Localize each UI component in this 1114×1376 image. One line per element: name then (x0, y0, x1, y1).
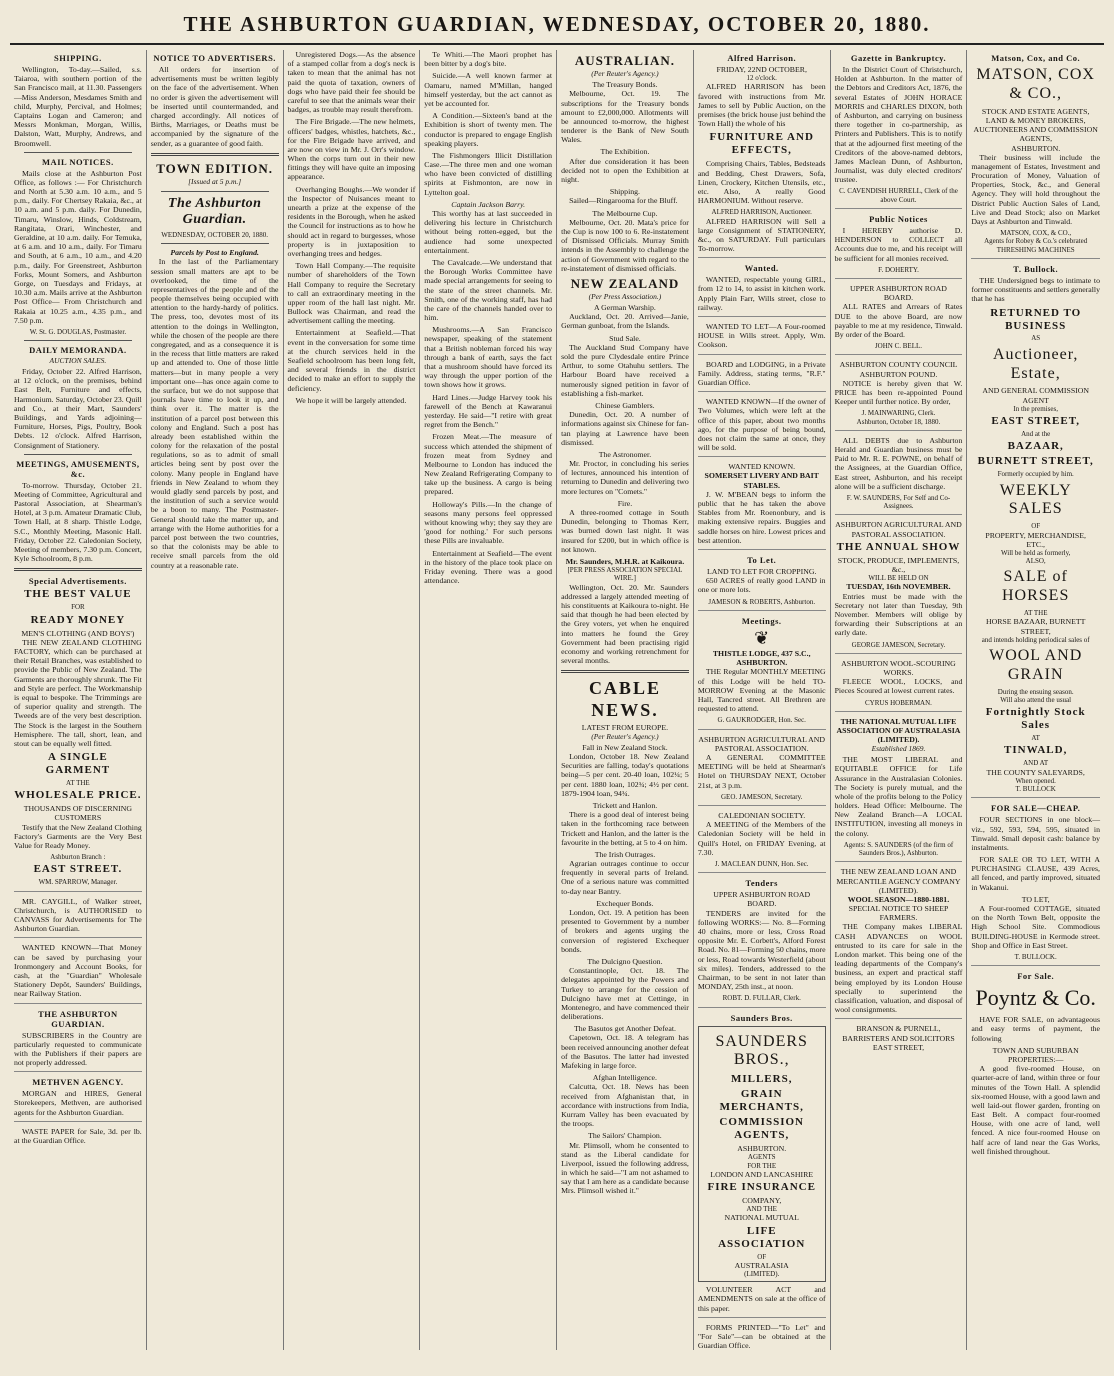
cable-sub: LATEST FROM EUROPE. (581, 722, 669, 732)
matson-line-1: STOCK AND ESTATE AGENTS, (981, 106, 1090, 116)
harrison-text: ALFRED HARRISON has been favored with instructions from Mr. James to sell by Public Auction, on the premises (the brick house just behind the Town Hall) the whole of his (697, 82, 826, 129)
and-at: And at the (1021, 430, 1051, 439)
newspaper-page (10, 10, 1104, 1356)
at-the-8: AT THE (1023, 609, 1048, 618)
thistle-heading: THISTLE LODGE, 437 S.C., ASHBURTON. (712, 649, 811, 668)
to-let-sign: T. BULLOCK. (971, 953, 1100, 966)
intends: and intends holding periodical sales of (981, 635, 1090, 644)
wool-season: WOOL SEASON—1880-1881. (847, 894, 950, 904)
sailors-text: Mr. Plimsoll, whom he consented to stand as the Liberal candidate for Liverpool, issued the following address, in which he said—"I am not ashamed to say that I am here as a candidate because Mrs. Plimsoll wished it." (561, 1140, 689, 1196)
harrison-sign: ALFRED HARRISON, Auctioneer. (711, 208, 812, 217)
branson: BRANSON & PURNELL, (856, 1024, 941, 1034)
column-8 (967, 50, 1104, 1350)
returned: RETURNED TO BUSINESS (990, 306, 1082, 332)
established: Established 1869. (871, 744, 926, 754)
debts-sign: F. W. SAUNDERS, For Self and Co-Assignees. (835, 494, 963, 516)
wool-heading: ASHBURTON WOOL-SCOURING WORKS. (841, 658, 956, 677)
pound-sign: J. MAINWARING, Clerk. (861, 409, 936, 418)
somerset-heading: SOMERSET LIVERY AND BAIT STABLES. (704, 471, 819, 490)
special-text: THE Company makes LIBERAL CASH ADVANCES on WOOL entrusted to its care for sale in the London market. This being one of the leading departments of the Company's business, an expert and practical staff being employed by its London House specially to superintend the classification, valuation, and disposal of wool consignments. (835, 922, 963, 1019)
at-the: AT THE (66, 779, 90, 787)
general-agent: AND GENERAL COMMISSION AGENT (982, 386, 1090, 405)
article-heading: Parcels by Post to England. (170, 248, 259, 258)
thistle-icon: ❦ (754, 627, 770, 648)
to-let-heading: To Let. (747, 554, 777, 565)
basutos-heading: The Basutos get Another Defeat. (573, 1024, 676, 1034)
cheap-heading: FOR SALE—CHEAP. (990, 803, 1081, 814)
debts-text: ALL DEBTS due to Ashburton Herald and Guardian business must be Paid to Mr. R. E. POWNE, on behalf of the Assignees, at the Guardian Office, East street, Ashburton, and his receipt alone will be a sufficient discharge. (834, 435, 963, 491)
loan-heading: Fall in New Zealand Stock. (582, 742, 668, 752)
agents: AGENTS (747, 1153, 776, 1162)
tinwald: TINWALD, (1004, 744, 1068, 757)
tenders-sign: ROBT. D. FULLAR, Clerk. (698, 994, 826, 1007)
tenders-text: TENDERS are invited for the following WORKS:— No. 8—Forming 40 chains, more or less, Cross Road opposite Mr. E. Corbett's, Alford Forest Road. No. 81—Forming 50 chains, more or less, Road towards Westerfield (about six miles). Tenders, addressed to the Chairman, to be sent in not later than MONDAY, 25th inst., at noon. (697, 908, 826, 992)
news-item: Town Hall Company.—The requisite number of shareholders of the Town Hall Company to require the Secretary to call an extraordinary meeting in the upper room of the hall last night. Mr. Bullock was Chairman, and read the advertisement calling the meeting. (287, 261, 416, 326)
mail-heading: MAIL NOTICES. (42, 156, 114, 167)
shipping-text: Wellington, To-day.—Sailed, s.s. Taiaroa, with southern portion of the San Francisco mail, at 11.30. Passengers—Miss Anderson, Mesdames Smith and child, Murphy, Percival, and Holmes; Captains Logan and Cameron; and Messrs Monkman, Morgan, Willis, Dalston, Watt, Murphy, Andrews, and Broomwell. (14, 65, 142, 148)
news-item: Entertainment at Seafield—The event in the history of the place took place on Friday evening. There was a good attendance. (424, 548, 553, 586)
annual-show: THE ANNUAL SHOW (836, 540, 961, 553)
somerset-title: WANTED KNOWN. (728, 462, 796, 472)
australian-heading: AUSTRALIAN. (574, 53, 676, 68)
property: PROPERTY, MERCHANDISE, (985, 530, 1086, 540)
formerly: Formerly occupied by him. (997, 470, 1074, 479)
matson-big: MATSON, COX & CO., (976, 66, 1095, 102)
mutual-sign: Agents: S. SAUNDERS (of the firm of Saunders Bros.), Ashburton. (835, 841, 963, 863)
cup-text: Melbourne, Oct. 20. Mata's price for the Cup is now 100 to 6. Re-instatement of Dismissed Officials. Murray Smith intends in the Assembly to challenge the action of Government with regard to the re-instatement of dismissed officials. (561, 217, 689, 273)
news-item: The Cavalcade.—We understand that the Borough Works Committee have made special arrangements for seeing to the state of the street channels. Mr. Smith, one of the working staff, has had the care of the channels handed over to him. (424, 257, 553, 323)
held: Will be held as formerly, (1000, 548, 1071, 557)
news-item: A Condition.—Sixteen's band at the Exhibition is short of twenty men. The conductor is prepared to engage English speaking players. (424, 111, 553, 148)
notice-heading: NOTICE TO ADVERTISERS. (153, 53, 276, 63)
company: COMPANY, (742, 1195, 782, 1205)
sale-of-horses: SALE of HORSES (1002, 568, 1070, 605)
wanted-board: BOARD and LODGING, in a Private Family. Address, stating terms, "R.F." Guardian Office. (698, 360, 826, 393)
column-1 (10, 50, 147, 1350)
bullock-sign: T. BULLOCK (971, 785, 1100, 798)
thistle-sign: G. GAUKRODGER, Hon. Sec. (698, 716, 826, 729)
weekly-sales: WEEKLY SALES (999, 481, 1072, 518)
matson-line-2: LAND & MONEY BROKERS, (985, 115, 1086, 125)
public-notices-heading: Public Notices (869, 213, 928, 224)
wool-text: FLEECE WOOL, LOCKS, and Pieces Scoured at lowest current rates. (834, 677, 963, 696)
mail-sign: W. St. G. DOUGLAS, Postmaster. (29, 327, 127, 336)
matson-line-3: AUCTIONEERS AND COMMISSION (973, 125, 1098, 135)
column-4 (420, 50, 557, 1350)
purchase-text: FOR SALE OR TO LET, WITH A PURCHASING CLAUSE, 439 Acres, all fenced, and partly improved, situated in Wakanui. (971, 855, 1100, 892)
single-garment: A SINGLE GARMENT (45, 751, 111, 777)
branson-east-street: EAST STREET, (872, 1042, 925, 1052)
gazette-heading: Gazette in Bankruptcy. (850, 53, 947, 63)
exhibition-heading: The Exhibition. (600, 147, 650, 157)
sparrow-sign: WM. SPARROW, Manager. (38, 878, 118, 887)
volunteer-ad: VOLUNTEER ACT and AMENDMENTS on sale at the office of this paper. (698, 1285, 826, 1318)
commission-agents: COMMISSION AGENTS, (719, 1116, 804, 1142)
memo-text: Friday, October 22. Alfred Harrison, at 12 o'clock, on the premises, behind East Belt, Furniture and effects, Harmonium. Saturday, October 23. Quill and Co., at their Mart, Saunders' Buildings, and Yards adjoining—Furniture, Horses, Pigs, Poultry, Book Debts. 12 o'clock. Alfred Harrison, Consignment of Stationery. (14, 367, 142, 450)
treasury-heading: The Treasury Bonds. (592, 80, 658, 90)
bullock-heading: T. Bullock. (1013, 263, 1059, 274)
trickett-heading: Trickett and Hanlon. (592, 800, 658, 810)
harrison-date: FRIDAY, 22ND OCTOBER, (716, 65, 807, 75)
wanted-known: WANTED KNOWN—If the owner of Two Volumes, which were left at the office of this paper, about two months ago, for the purpose of being bound, does not claim the same at once, they will be sold. (698, 397, 826, 457)
mutual-text: THE MOST LIBERAL and EQUITABLE OFFICE for Life Assurance in the Australasian Colonies. The Society is purely mutual, and the whole of the profits belong to the Policy holders. Head Office: Melbourne. The New Zealand Branch—A LOCAL INSTITUTION, investing all moneys in the colony. (834, 755, 963, 838)
subscribers-notice: SUBSCRIBERS in the Country are particularly requested to communicate with the Publishers if their papers are not properly addressed. (14, 1031, 142, 1073)
to-let-text: A Four-roomed COTTAGE, situated on the North Town Belt, opposite the High School Site. Commodious BUILDING-HOUSE in Kermode street. Shop and Office in East Street. (971, 904, 1100, 950)
matson-text: Their business will include the management of Estates, Investment and Procuration of Money, Valuation of Properties, Stock, &c., and General Agency. They will hold throughout the District Public Auction Sales of Land, Live and Dead Stock; also on Market Days at Ashburton and Tinwald. (971, 152, 1100, 227)
harrison-saturday: ALFRED HARRISON will Sell a large Consignment of STATIONERY, &c., on SATURDAY. Full particulars To-morrow. (698, 217, 826, 259)
press-special: [PER PRESS ASSOCIATION SPECIAL WIRE.] (567, 566, 683, 583)
and-at-8: AND AT (1023, 759, 1049, 768)
shipping-heading: SHIPPING. (54, 53, 102, 63)
wanted-girl: WANTED, respectable young GIRL, from 12 to 14, to assist in kitchen work. Apply Plain Farr, Wills street, close to railway. (698, 275, 826, 317)
upper-heading: UPPER ASHBURTON ROAD BOARD. (850, 283, 947, 303)
town-properties: TOWN AND SUBURBAN PROPERTIES:— (992, 1045, 1079, 1064)
harrison-heading: Alfred Harrison. (727, 53, 797, 63)
methven-text: MORGAN and HIRES, General Storekeepers, Methven, are authorised agents for the Ashburton Guardian. (14, 1089, 142, 1122)
annual-date: TUESDAY, 16th NOVEMBER. (846, 582, 951, 592)
saunders-big: SAUNDERS BROS., (715, 1032, 808, 1069)
column-5 (557, 50, 694, 1350)
astronomer-heading: The Astronomer. (598, 449, 652, 459)
ready-money: READY MONEY (30, 613, 126, 626)
poyntz-items: A good five-roomed House, on quarter-acre of land, within three or four minutes of the Town Hall. A splendid six-roomed House, with a good lawn and well laid-out flower garden, fronting on East Belt. A compact four-roomed House, with one acre of land, well fenced. A nice four-roomed House on half acre of land near the Gas Works, well finished throughout. (971, 1064, 1100, 1156)
london: LONDON AND LANCASHIRE (710, 1169, 814, 1179)
cropping-heading: LAND TO LET FOR CROPPING. (707, 566, 817, 576)
at-8: AT (1031, 734, 1040, 743)
east-street-8: EAST STREET, (991, 415, 1080, 428)
annual-stock: STOCK, PRODUCE, IMPLEMENTS, &c., (837, 555, 960, 574)
town-edition: TOWN EDITION. (156, 160, 274, 176)
column-3 (284, 50, 421, 1350)
barristers: BARRISTERS AND SOLICITORS (842, 1033, 955, 1043)
furniture-heading: FURNITURE AND EFFECTS, (709, 131, 814, 157)
agric2-heading: ASHBURTON AGRICULTURAL AND PASTORAL ASSOCIATION. (835, 520, 962, 539)
meetings-heading: Meetings. (741, 615, 782, 626)
cable-agency: (Per Reuter's Agency.) (591, 732, 659, 741)
basutos-text: Capetown, Oct. 18. A telegram has been received announcing another defeat of the Basutos. The latter had invested Mafeking in large force. (561, 1033, 689, 1071)
news-item: Te Whiti.—The Maori prophet has been bitter by a dog's bite. (424, 50, 553, 69)
wanted-let: WANTED TO LET—A Four-roomed HOUSE in Wills street. Apply, Wm. Cookson. (698, 322, 826, 355)
thousands-text: Testify that the New Zealand Clothing Factory's Garments are the Very Best Value for Ready Money. (14, 822, 142, 850)
limited: (LIMITED). (744, 1269, 780, 1278)
tenders-heading: Tenders (745, 878, 778, 889)
nz-sub: (Per Press Association.) (588, 292, 662, 302)
methven-heading: METHVEN AGENCY. (32, 1077, 124, 1088)
article-body: In the last of the Parliamentary session small matters are apt to be overlooked, the time of the representatives of the people and of the people themselves being occupied with attention to the hardy-hardy of politics. The press, too, devotes most of its attention to the doings in Wellington, while the chosen of the people are there congregated, and as a consequence it is in the recess that little matters are raked up and attended to. One of those little matters—but in many people a very important one—has once again come to the surface, but we do not suppose that journals have time to look it up, and think over it. The matter is the institution of a parcel post between this colony and England. Such a post has already been established within the colony for the relaxation of the postal regulations, so as to admit of small articles being sent by post over the colony. Many people in England have friends in New Zealand to whom they would gladly send parcels by post, and the institution of such a service would be a boon to many. The Postmaster-General should take the matter up, and arrange with the Home authorities for a parcel post between the two countries, so that the colonists may be able to receive small parcels from the old country at a reasonable rate. (150, 257, 279, 570)
matson-heading: Matson, Cox, and Co. (991, 53, 1081, 63)
for-sale-heading: For Sale. (1017, 971, 1055, 982)
annual-held: WILL BE HELD ON (868, 574, 929, 583)
special-notice: SPECIAL NOTICE TO SHEEP FARMERS. (848, 904, 949, 923)
to-let-8: TO LET, (1021, 894, 1050, 904)
news-item: We hope it will be largely attended. (295, 395, 407, 405)
acres-sign: JAMESON & ROBERTS, Ashburton. (698, 598, 826, 611)
pound-text: NOTICE is hereby given that W. PRICE has been re-appointed Pound Keeper until further notice. By order, (834, 378, 963, 407)
east-street: EAST STREET. (33, 863, 123, 876)
captain-heading: Captain Jackson Barry. (451, 199, 526, 209)
news-item: Overhanging Boughs.—We wonder if the Inspector of Nuisances meant to unearth a prize at the expense of the residents in the Borough, when he asked the Council for instructions as to how he should act in regard to burgesses, whose property is in juxtaposition to overhanging trees and hedges. (287, 184, 416, 258)
public-1-sign: F. DOHERTY. (835, 266, 963, 279)
loan-agency-heading: THE NEW ZEALAND LOAN AND MERCANTILE AGENCY COMPANY (LIMITED). (836, 867, 961, 895)
saleyards: THE COUNTY SALEYARDS, (986, 767, 1085, 777)
shipping-sub: Shipping. (609, 187, 640, 197)
wool-sign: CYRUS HOBERMAN. (835, 699, 963, 712)
of: OF (757, 1252, 767, 1261)
aus-sub: (Per Reuter's Agency.) (591, 69, 659, 79)
annual-text: Entries must be made with the Secretary not later than Tuesday, 9th November. Members will oblige by forwarding their Subscriptions at an early date. (834, 591, 963, 638)
news-item: Hard Lines.—Judge Harvey took his farewell of the Bench at Kawaranui yesterday. He said—"I retire with great regret from the Bench." (424, 392, 553, 430)
upper-text: ALL RATES and Arrears of Rates DUE to the above Board, are now payable to me at my residence, Tinwald. By order of the Board. (834, 302, 963, 339)
chinese-heading: Chinese Gamblers. (595, 400, 655, 410)
when-opened: When opened. (1015, 776, 1056, 785)
cup-heading: The Melbourne Cup. (592, 208, 658, 218)
news-item: Mushrooms.—A San Francisco newspaper, speaking of the statement that a British nobleman forced his way through a bank of earth, says the fact that a mushroom should have forced its way through the upper portion of the town shows how it grows. (424, 325, 553, 390)
wanted-heading: Wanted. (744, 263, 779, 274)
saunders-ad (698, 1026, 826, 1283)
column-2 (147, 50, 284, 1350)
clothing-ad (14, 588, 142, 891)
news-item: Frozen Meat.—The measure of success which attended the shipment of frozen meat from Sydney and Melbourne to London has induced the New Zealand Refrigerating Company to take up the business. A cargo is being prepared. (424, 432, 553, 497)
meetings-heading: MEETINGS, AMUSEMENTS, &c. (16, 458, 140, 479)
warship-heading: A German Warship. (594, 303, 656, 313)
saunders-text: Wellington, Oct. 20. Mr. Saunders addressed a largely attended meeting of his constituents at Kaikoura to-night. He said that though he had been elected by the Grey voters, yet when he enquired into matters he found the Grey Government had been practising rigid economy and working retrenchment for several months. (561, 582, 689, 666)
memo-sub: AUCTION SALES. (49, 356, 107, 366)
thistle-text: THE Regular MONTHLY MEETING of this Lodge will be held TO-MORROW Evening at the Masonic Hall, Tancred street. All Brethren are requested to attend. (697, 667, 826, 714)
astronomer-text: Mr. Proctor, in concluding his series of lectures, announced his intention of returning to Dunedin and delivering two more lectures on "Comets." (561, 459, 689, 496)
thousands: THOUSANDS OF DISCERNING CUSTOMERS (23, 804, 133, 823)
mens-clothing: MEN'S CLOTHING (AND BOYS') (21, 628, 135, 638)
saunders-heading: Mr. Saunders, M.H.R. at Kaikoura. (565, 556, 685, 566)
news-item: This worthy has at last succeeded in delivering his lecture in Christchurch without being rotten-egged, but the audience had some unexpected entertainment. (424, 209, 553, 255)
also-held: Will also attend the usual (1000, 696, 1072, 704)
news-item: The Fire Brigade.—The new helmets, officers' badges, whistles, hatchets, &c., for the Fire Brigade have arrived, and are now on view in Mr. J. Orr's window. When the corps turn out in their new fittings they will have quite an imposing appearance. (287, 117, 416, 182)
cheap-text: FOUR SECTIONS in one block—viz., 592, 593, 594, 595, situated in Tinwald. Small deposit cash: balance by instalments. (971, 815, 1100, 852)
clothing-text: THE NEW ZEALAND CLOTHING FACTORY, which can be purchased at their Retail Branches, was established to provide the Public of New Zealand. The Garments are thoroughly shrunk. The Fit and Style are perfect. The Workmanship is equal to bespoke. The Trimmings are of superior quality and strength. The Tweeds are of the very best description. The Stock is the largest in the Southern Hemisphere. The tall, short, lean, and stout can be equally well fitted. (14, 637, 142, 748)
cargill-ad: MR. CAYGILL, of Walker street, Christchurch, is AUTHORISED to CANVASS for Advertisements for The Ashburton Guardian. (14, 897, 142, 939)
news-item: Suicide.—A well known farmer at Oamaru, named M'Millan, hanged himself yesterday, but the act cannot as yet be accounted for. (424, 71, 553, 108)
afghan-heading: Afghan Intelligence. (592, 1073, 657, 1083)
council-heading: ASHBURTON COUNTY COUNCIL (839, 360, 958, 370)
dulcigno-text: Constantinople, Oct. 18. The delegates appointed by the Powers and Turkey to arrange for the cession of Dulcigno have met at Cettinge, in Montenegro, and have commenced their deliberations. (561, 966, 689, 1022)
bv-for: FOR (71, 603, 85, 612)
stud-heading: Stud Sale. (609, 333, 641, 343)
paper-name: The Ashburton Guardian. (167, 195, 262, 228)
mail-text: Mails close at the Ashburton Post Office, as follows :— For Christchurch and North at 5.30 a.m. 10 a.m., and 5 p.m., daily. For Chertsey Rakaia, &c., at 10 a.m. and 5 p.m. daily. For Dunedin, Timaru, Winslow, Hinds, Coldstream, Rangitata, Orari, Winchester, and Geraldine, at 10 a.m. daily. For Temuka, at 6 a.m. and 10 a.m., daily. For Timaru and South, at 6 a.m., 10 a.m., and 4.20 p.m., daily. For Greenstreet, Ashburton Forks, Mount Somers, and Ashburton Gorge, on Tuesdays and Fridays, at 10.30 a.m. Mails arrive at the Ashburton Post Office— From Christchurch and Rakaia at 10.25 a.m., 4.35 p.m., and 7.50 p.m. (14, 168, 142, 325)
gazette-sign: C. CAVENDISH HURRELL, Clerk of the above Court. (835, 187, 963, 209)
issued: [Issued at 5 p.m.] (188, 177, 242, 187)
irish-heading: The Irish Outrages. (594, 849, 656, 859)
bazaar: BAZAAR, (1007, 440, 1064, 453)
news-item: Holloway's Pills.—In the change of seasons many persons feel oppressed without knowing why; they say they are 'good for nothing.' For such persons these Pills are invaluable. (424, 499, 553, 546)
waste-paper: WASTE PAPER for Sale, 3d. per lb. at the Guardian Office. (14, 1126, 142, 1146)
guardian-heading: THE ASHBURTON GUARDIAN. (38, 1008, 118, 1029)
grain-merchants: GRAIN MERCHANTS, (719, 1088, 804, 1114)
dulcigno-heading: The Dulcigno Question. (587, 956, 663, 966)
national-mutual: NATIONAL MUTUAL (724, 1213, 799, 1223)
pound-date: Ashburton, October 18, 1880. (835, 418, 963, 431)
also: ALSO, (1025, 557, 1046, 566)
warship-text: Auckland, Oct. 20. Arrived—Janie, German gunboat, from the Islands. (561, 312, 689, 331)
irish-text: Agrarian outrages continue to occur frequently in several parts of Ireland. One of a serious nature was committed to-day near Bantry. (561, 859, 689, 896)
columns (10, 50, 1104, 1350)
gazette-text: In the District Court of Christchurch, Holden at Ashburton. In the matter of the Debtors and Creditors Act, 1876, the several Estates of JOHN HORACE MORRIS and CHARLES DIXON, both of Ashburton, and carrying on business there together in co-partnership, as Printers and Publishers. This is to notify that at the adjourned first meeting of the Creditors of the above-named debtors, James Maclean Dunn, of Ashburton, Journalist, was duly elected creditors' trustee. (834, 65, 963, 185)
auctioneer: Auctioneer, Estate, (992, 345, 1079, 382)
burnett: BURNETT STREET, (977, 455, 1094, 468)
fire-insurance: FIRE INSURANCE (707, 1180, 816, 1193)
shipping-sub-text: Sailed—Ringarooma for the Bluff. (569, 196, 678, 206)
agric-text: A GENERAL COMMITTEE MEETING will be held at Shearman's Hotel on THURSDAY NEXT, October 21st, at 3 p.m. (697, 752, 826, 790)
masthead: THE ASHBURTON GUARDIAN, WEDNESDAY, OCTOBER 20, 1880. (10, 10, 1104, 45)
exchequer-heading: Exchequer Bonds. (596, 898, 654, 908)
dateline: WEDNESDAY, OCTOBER 20, 1880. (161, 230, 269, 239)
caledonian-heading: CALEDONIAN SOCIETY. (718, 810, 806, 820)
memo-heading: DAILY MEMORANDA. (29, 345, 127, 356)
wholesale-price: WHOLESALE PRICE. (14, 789, 142, 802)
forms-ad: FORMS PRINTED—"To Let" and "For Sale"—can be obtained at the Guardian Office. (697, 1322, 826, 1350)
news-item: Unregistered Dogs.—As the absence of a stamped collar from a dog's neck is taken to mean that the animal has not paid the quota of taxation, owners of dogs who have paid their fee should be careful to see that the animals wear their badges, as trouble may result therefrom. (287, 50, 416, 115)
public-1: I HEREBY authorise D. HENDERSON to COLLECT all Accounts due to me, and his receipt will be sufficient for all monies received. (834, 225, 963, 263)
agric-sign: GEO. JAMESON, Secretary. (698, 793, 826, 806)
fire-text: A three-roomed cottage in South Dunedin, belonging to Thomas Kerr, was burned down last night. It was insured for £200, but in which office is not known. (561, 508, 689, 554)
furniture-text: Comprising Chairs, Tables, Bedsteads and Bedding, Chest Drawers, Sofa, Linen, Crockery, Kitchen Utensils, etc., etc. Also, A really Good HARMONIUM. Without reserve. (697, 159, 826, 206)
pound-heading: ASHBURTON POUND. (859, 369, 938, 379)
bullock-text: THE Undersigned begs to intimate to former constituents and settlers generally that he has (971, 275, 1100, 304)
wool-and-grain: WOOL AND GRAIN (989, 647, 1083, 683)
somerset-text: J. W. M'BEAN begs to inform the public that he has taken the above Stables from Mr. Roenonbury, and is making extensive repairs. Buggies and saddle horses on hire. Lowest prices and best attention. (698, 490, 826, 550)
australasia: AUSTRALASIA (734, 1260, 789, 1270)
and-the: AND THE (746, 1205, 777, 1214)
acres-text: 650 ACRES of really good LAND in one or more lots. (697, 576, 826, 595)
annual-sign: GEORGE JAMESON, Secretary. (835, 641, 963, 654)
as: AS (1031, 334, 1041, 343)
matson-line-5: ASHBURTON. (1011, 143, 1061, 153)
cable-heading: CABLE NEWS. (588, 678, 661, 720)
loan-text: London, October 18. New Zealand Securities are falling, today's quotations being—5 per cent. 20-40 loan, 102¼; 5 per cent. 1880 loan, 102¾; 4½ per cent. 1879-1904 loan, 94¾. (561, 752, 689, 798)
poyntz-text: HAVE FOR SALE, on advantageous and easy terms of payment, the following (971, 1015, 1100, 1043)
column-6 (694, 50, 831, 1350)
sailors-heading: The Sailors' Champion. (588, 1131, 662, 1141)
exchequer-text: London, Oct. 19. A petition has been presented to Government by a number of brokers and agents urging the conversion of registered Exchequer bonds. (561, 908, 689, 954)
road-board: UPPER ASHBURTON ROAD BOARD. (713, 890, 811, 909)
stud-text: The Auckland Stud Company have sold the pure Clydesdale entire Prince Arthur, to some Otahuhu settlers. The Harbour Board have received a numerously signed petition in favor of establishing a fish-market. (561, 342, 689, 398)
notice-text: All orders for insertion of advertisements must be written legibly on the face of the advertisement. When no order is given the advertisement will be inserted until countermanded, and charged accordingly. All notices of Births, Marriages, or Deaths must be accompanied by the signature of the sender, as a guarantee of good faith. (150, 65, 279, 148)
column-7 (831, 50, 968, 1350)
upper-sign: JOHN C. BELL. (835, 342, 963, 355)
caledonian-sign: J. MACLEAN DUNN, Hon. Sec. (698, 860, 826, 873)
branch: Ashburton Branch : (50, 853, 106, 862)
news-item: The Fishmongers Illicit Distillation Case.—The three men and one woman who have been convicted of distilling spirits at Fishmonton, are now in Lyttelton goal. (424, 150, 553, 197)
matson-line-4: AGENTS, (1019, 134, 1053, 144)
mutual-heading: THE NATIONAL MUTUAL LIFE ASSOCIATION OF AUSTRALASIA (LIMITED). (836, 716, 961, 745)
aus-text: Melbourne, Oct. 19. The subscriptions for the Treasury bonds amount to £2,000,000. Allotments will be announced to-morrow, the highest tenderer is the Bank of New South Wales. (561, 89, 689, 145)
afghan-text: Calcutta, Oct. 18. News has been received from Afghanistan that, in accordance with instructions from India, Kurram Valley has been evacuated by the troops. (561, 1082, 689, 1129)
best-value: THE BEST VALUE (24, 588, 132, 601)
nz-heading: NEW ZEALAND (570, 275, 680, 291)
of-8: OF (1031, 522, 1041, 531)
caledonian-text: A MEETING of the Members of the Caledonian Society will be held in Quill's Hotel, on FRIDAY Evening, at 7.30. (697, 820, 826, 857)
life-association: LIFE ASSOCIATION (718, 1224, 806, 1250)
etc: ETC., (1026, 539, 1045, 549)
during: During the ensuing season. (997, 687, 1074, 696)
horse-bazaar: HORSE BAZAAR, BURNETT STREET, (985, 617, 1086, 636)
matson-sign: MATSON, COX, & CO., (1000, 229, 1072, 238)
millers: MILLERS, (730, 1073, 793, 1086)
harrison-time: 12 o'clock. (746, 74, 777, 83)
saunders-title: Saunders Bros. (730, 1012, 793, 1023)
matson-agents: Agents for Robey & Co.'s celebrated THRESHING MACHINES (971, 237, 1100, 259)
fortnightly: Fortnightly Stock Sales (985, 706, 1086, 732)
for-the: FOR THE (747, 1161, 777, 1170)
premises: In the premises, (1013, 404, 1058, 413)
agric-heading: ASHBURTON AGRICULTURAL AND PASTORAL ASSOCIATION. (698, 734, 826, 753)
special-heading: Special Advertisements. (28, 576, 127, 587)
meetings-text: To-morrow. Thursday, October 21. Meeting of Committee, Agricultural and Pastoral Association, at Shearman's Hotel, at 3 p.m. Amateur Dramatic Club, Town Hall, at 8 sharp. Thistle Lodge, S.C., Monthly Meeting, Masonic Hall. Friday, October 22. Caledonian Society, Meeting of members, 7.30 p.m. Concert, Kyle Schoolroom, 8 p.m. (14, 480, 142, 564)
exhibition-text: After due consideration it has been decided not to open the Exhibition at night. (561, 156, 689, 185)
wanted-ad: WANTED KNOWN—That Money can be saved by purchasing your Ironmongery and Account Books, for cash, at the "Guardian" Wholesale Stationery Depôt, Saunders' Buildings, near Railway Station. (14, 943, 142, 1003)
trickett-text: There is a good deal of interest being taken in the forthcoming race between Trickett and Hanlon, and the latter is the favourite in the betting, at 5 to 4 on him. (561, 810, 689, 847)
news-item: Entertainment at Seafield.—That event in the conversation for some time at the church services held in the Seafield schoolroom has been long felt, and several friends in the district decided to make an effort to supply the deficiency. (287, 328, 416, 393)
fire-heading: Fire. (617, 498, 633, 508)
chinese-text: Dunedin, Oct. 20. A number of informations against six Chinese for fan-tan playing at Lawrence have been dismissed. (561, 410, 689, 447)
poyntz: Poyntz & Co. (975, 985, 1096, 1011)
ashburton: ASHBURTON. (737, 1144, 787, 1154)
